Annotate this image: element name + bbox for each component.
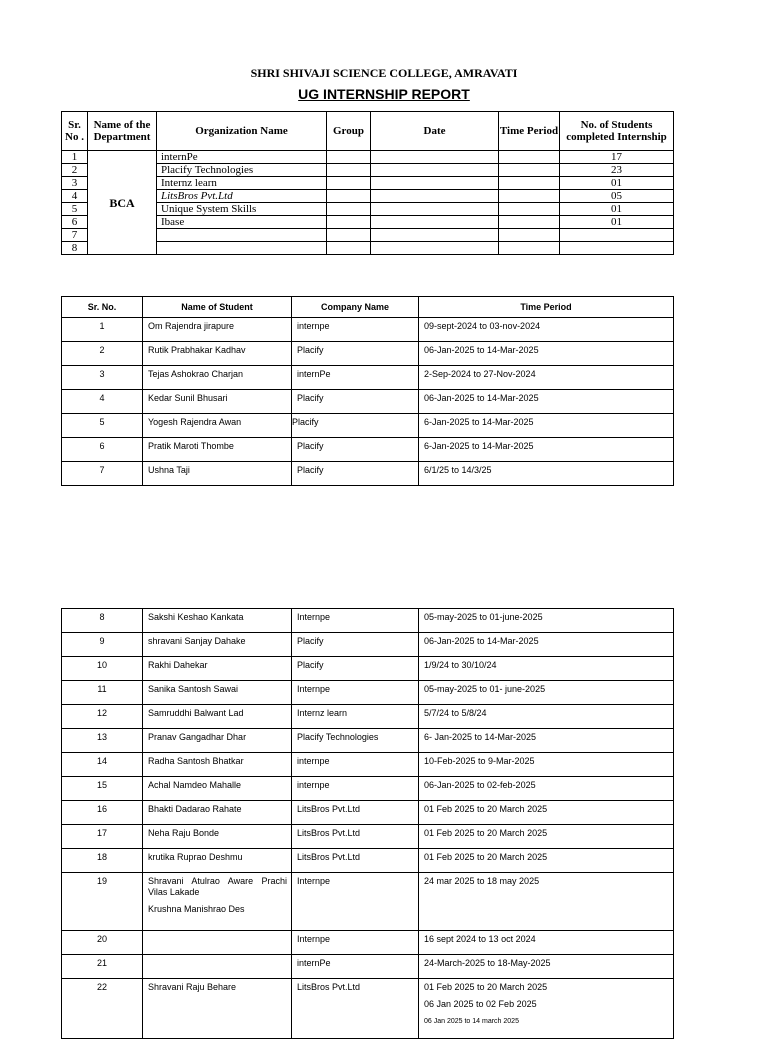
- student-name: Pranav Gangadhar Dhar: [143, 729, 292, 753]
- student-sr: 11: [62, 681, 143, 705]
- table-row: [62, 657, 674, 681]
- student-header-sr: Sr. No.: [62, 297, 143, 318]
- summary-org: Ibase: [157, 216, 327, 229]
- student-period: 2-Sep-2024 to 27-Nov-2024: [419, 366, 674, 390]
- student-period: [419, 979, 674, 1039]
- student-name: [143, 931, 292, 955]
- student-sr: 21: [62, 955, 143, 979]
- student-period: 6- Jan-2025 to 14-Mar-2025: [419, 729, 674, 753]
- student-period: 16 sept 2024 to 13 oct 2024: [419, 931, 674, 955]
- table-row: [62, 801, 674, 825]
- student-period: 24 mar 2025 to 18 may 2025: [419, 873, 674, 931]
- student-period: 06-Jan-2025 to 14-Mar-2025: [419, 633, 674, 657]
- student-company: Placify: [292, 414, 419, 438]
- summary-count: 01: [560, 216, 674, 229]
- summary-org: [157, 242, 327, 255]
- student-name: [143, 873, 292, 931]
- summary-count: [560, 242, 674, 255]
- student-sr: 13: [62, 729, 143, 753]
- student-company: Internpe: [292, 681, 419, 705]
- table-row: [62, 318, 674, 342]
- internship-summary-table: [61, 111, 674, 255]
- table-row: [62, 414, 674, 438]
- student-period: 01 Feb 2025 to 20 March 2025: [419, 849, 674, 873]
- summary-sr: 7: [62, 229, 88, 242]
- summary-header-row: [62, 112, 674, 151]
- summary-header-org: Organization Name: [157, 112, 327, 151]
- student-company: Placify: [292, 390, 419, 414]
- student-sr: 4: [62, 390, 143, 414]
- student-sr: 6: [62, 438, 143, 462]
- student-header-period: Time Period: [419, 297, 674, 318]
- student-name: krutika Ruprao Deshmu: [143, 849, 292, 873]
- student-name-line: Krushna Manishrao Des: [148, 904, 245, 914]
- student-sr: 15: [62, 777, 143, 801]
- table-row: [62, 609, 674, 633]
- student-name: [143, 955, 292, 979]
- table-row: [62, 955, 674, 979]
- table-row: [62, 633, 674, 657]
- student-sr: 19: [62, 873, 143, 931]
- summary-header-date: Date: [371, 112, 499, 151]
- student-name-line: Shravani Atulrao Aware Prachi Vilas Lakade: [148, 876, 287, 897]
- student-name: Shravani Raju Behare: [143, 979, 292, 1039]
- student-period: 24-March-2025 to 18-May-2025: [419, 955, 674, 979]
- summary-header-dept: Name of the Department: [88, 112, 157, 151]
- student-sr: 17: [62, 825, 143, 849]
- table-row: [62, 777, 674, 801]
- student-sr: 2: [62, 342, 143, 366]
- student-company: LitsBros Pvt.Ltd: [292, 801, 419, 825]
- table-row: [62, 462, 674, 486]
- student-sr: 5: [62, 414, 143, 438]
- student-sr: 16: [62, 801, 143, 825]
- summary-header-count: No. of Students completed Internship: [560, 112, 674, 151]
- summary-count: [560, 229, 674, 242]
- student-company: internpe: [292, 318, 419, 342]
- student-sr: 9: [62, 633, 143, 657]
- summary-org: internPe: [157, 151, 327, 164]
- student-name: Sanika Santosh Sawai: [143, 681, 292, 705]
- student-period: 09-sept-2024 to 03-nov-2024: [419, 318, 674, 342]
- student-period: 6-Jan-2025 to 14-Mar-2025: [419, 438, 674, 462]
- student-name: Sakshi Keshao Kankata: [143, 609, 292, 633]
- student-name: Pratik Maroti Thombe: [143, 438, 292, 462]
- student-period: 05-may-2025 to 01-june-2025: [419, 609, 674, 633]
- student-sr: 8: [62, 609, 143, 633]
- table-row: [62, 825, 674, 849]
- student-company: LitsBros Pvt.Ltd: [292, 825, 419, 849]
- summary-sr: 5: [62, 203, 88, 216]
- student-period: 01 Feb 2025 to 20 March 2025: [419, 801, 674, 825]
- student-header-company: Company Name: [292, 297, 419, 318]
- summary-org: Internz learn: [157, 177, 327, 190]
- student-period-line: 06 Jan 2025 to 14 march 2025: [424, 1018, 519, 1025]
- student-sr: 3: [62, 366, 143, 390]
- student-company: Placify Technologies: [292, 729, 419, 753]
- summary-count: 01: [560, 177, 674, 190]
- student-company: Placify: [292, 657, 419, 681]
- student-sr: 18: [62, 849, 143, 873]
- summary-org: Placify Technologies: [157, 164, 327, 177]
- student-company: Placify: [292, 633, 419, 657]
- student-company: Internz learn: [292, 705, 419, 729]
- department-name: BCA: [88, 151, 157, 255]
- student-company: internpe: [292, 777, 419, 801]
- student-company: internPe: [292, 955, 419, 979]
- table-row: [62, 729, 674, 753]
- summary-sr: 1: [62, 151, 88, 164]
- student-name: Rutik Prabhakar Kadhav: [143, 342, 292, 366]
- table-row: [62, 931, 674, 955]
- table-row: [62, 438, 674, 462]
- student-table-page2: [61, 608, 674, 1039]
- student-name: Kedar Sunil Bhusari: [143, 390, 292, 414]
- student-period-line: 01 Feb 2025 to 20 March 2025: [424, 982, 548, 992]
- student-company: Internpe: [292, 931, 419, 955]
- student-company: internpe: [292, 753, 419, 777]
- student-name: Ushna Taji: [143, 462, 292, 486]
- report-title: UG INTERNSHIP REPORT: [298, 86, 470, 102]
- student-sr: 14: [62, 753, 143, 777]
- table-row: [62, 979, 674, 1039]
- student-name: Achal Namdeo Mahalle: [143, 777, 292, 801]
- summary-sr: 3: [62, 177, 88, 190]
- student-company: Internpe: [292, 873, 419, 931]
- student-company: LitsBros Pvt.Ltd: [292, 979, 419, 1039]
- college-name: SHRI SHIVAJI SCIENCE COLLEGE, AMRAVATI: [250, 66, 518, 80]
- table-row: [62, 753, 674, 777]
- student-company: Placify: [292, 462, 419, 486]
- summary-count: 01: [560, 203, 674, 216]
- student-header-row: [62, 297, 674, 318]
- student-period: 06-Jan-2025 to 14-Mar-2025: [419, 390, 674, 414]
- student-period: 06-Jan-2025 to 02-feb-2025: [419, 777, 674, 801]
- table-row: [62, 681, 674, 705]
- student-name: shravani Sanjay Dahake: [143, 633, 292, 657]
- table-row: [62, 390, 674, 414]
- table-row: [62, 366, 674, 390]
- summary-sr: 8: [62, 242, 88, 255]
- student-company: Internpe: [292, 609, 419, 633]
- summary-header-time: Time Period: [499, 112, 560, 151]
- student-name: Rakhi Dahekar: [143, 657, 292, 681]
- student-period: 1/9/24 to 30/10/24: [419, 657, 674, 681]
- summary-org: Unique System Skills: [157, 203, 327, 216]
- student-company: internPe: [292, 366, 419, 390]
- student-period: 5/7/24 to 5/8/24: [419, 705, 674, 729]
- table-row: [62, 705, 674, 729]
- student-company: Placify: [292, 342, 419, 366]
- student-period: 6/1/25 to 14/3/25: [419, 462, 674, 486]
- summary-count: 23: [560, 164, 674, 177]
- student-name: Om Rajendra jirapure: [143, 318, 292, 342]
- student-name: Neha Raju Bonde: [143, 825, 292, 849]
- student-period: 10-Feb-2025 to 9-Mar-2025: [419, 753, 674, 777]
- student-period: 05-may-2025 to 01- june-2025: [419, 681, 674, 705]
- summary-count: 05: [560, 190, 674, 203]
- student-period-line: 06 Jan 2025 to 02 Feb 2025: [424, 999, 537, 1009]
- student-sr: 1: [62, 318, 143, 342]
- summary-sr: 4: [62, 190, 88, 203]
- table-row: [62, 342, 674, 366]
- student-name: Radha Santosh Bhatkar: [143, 753, 292, 777]
- summary-count: 17: [560, 151, 674, 164]
- student-period: 01 Feb 2025 to 20 March 2025: [419, 825, 674, 849]
- table-row: [62, 849, 674, 873]
- table-row: [62, 873, 674, 931]
- student-sr: 7: [62, 462, 143, 486]
- summary-header-sr: Sr. No .: [62, 112, 88, 151]
- summary-org: LitsBros Pvt.Ltd: [157, 190, 327, 203]
- student-sr: 10: [62, 657, 143, 681]
- student-period: 06-Jan-2025 to 14-Mar-2025: [419, 342, 674, 366]
- student-company: Placify: [292, 438, 419, 462]
- summary-sr: 6: [62, 216, 88, 229]
- student-period: 6-Jan-2025 to 14-Mar-2025: [419, 414, 674, 438]
- student-name: Tejas Ashokrao Charjan: [143, 366, 292, 390]
- student-name: Bhakti Dadarao Rahate: [143, 801, 292, 825]
- summary-row: [62, 151, 674, 164]
- student-header-name: Name of Student: [143, 297, 292, 318]
- student-sr: 20: [62, 931, 143, 955]
- summary-sr: 2: [62, 164, 88, 177]
- student-name: Yogesh Rajendra Awan: [143, 414, 292, 438]
- student-table-page1: [61, 296, 674, 486]
- student-sr: 22: [62, 979, 143, 1039]
- student-company: LitsBros Pvt.Ltd: [292, 849, 419, 873]
- summary-org: [157, 229, 327, 242]
- student-name: Samruddhi Balwant Lad: [143, 705, 292, 729]
- summary-header-group: Group: [327, 112, 371, 151]
- student-sr: 12: [62, 705, 143, 729]
